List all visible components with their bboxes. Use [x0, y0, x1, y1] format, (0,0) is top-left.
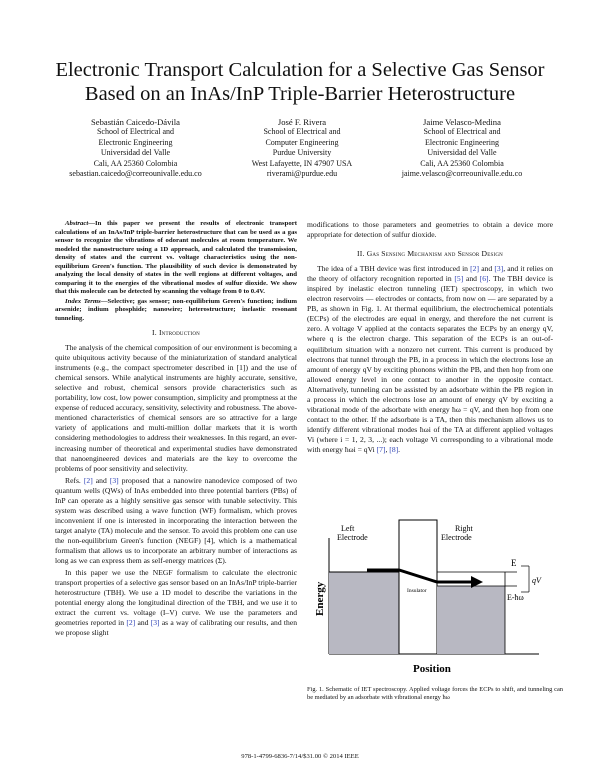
y-axis-label: Energy: [314, 581, 326, 616]
right-electrode-label-2: Electrode: [441, 533, 472, 542]
author-affiliation: Universidad del Valle: [100, 148, 171, 158]
text-run: and: [135, 618, 151, 628]
left-column: [55, 220, 297, 640]
text-run: and: [463, 274, 480, 284]
text-run: Refs.: [65, 475, 84, 485]
energy-E-hw-label: E-ħω: [507, 593, 524, 602]
author-affiliation: Purdue University: [272, 148, 332, 158]
continued-paragraph: modifications to those parameters and geometries to obtain a device more appropriate for detection of sulfur dioxide.: [307, 220, 553, 240]
citation-link[interactable]: [7]: [376, 444, 386, 454]
citation-link[interactable]: [3]: [109, 475, 119, 485]
author-affiliation: School of Electrical and: [96, 127, 175, 137]
figure-1-iet-schematic: [307, 512, 557, 680]
left-electrode-label-1: Left: [341, 524, 355, 533]
index-terms-text: —Selective; gas sensor; non-equilibrium Green's function; indium arsenide; indium phosphide; nanowire; heterostructure; inelastic resonant tunneling.: [55, 297, 297, 322]
left-electrode-label-2: Electrode: [337, 533, 368, 542]
abstract-label: Abstract: [65, 220, 89, 227]
author-address: West Lafayette, IN 47907 USA: [251, 158, 353, 168]
author-email[interactable]: jaime.velasco@correounivalle.edu.co: [401, 169, 523, 179]
abstract-text: —In this paper we present the results of electronic transport calculations of an InAs/InP triple-barrier heterostructure that can be used as a gas sensor to recognize the vibrations of odorant molecules at room temperature. We modeled the nanostructure using a 1D approach, and calculated the transmission, density of states and the current vs. voltage characteristics using the non-equilibrium Green's function. The plausibility of such device is demonstrated by analyzing the local density of states in the well regions at different voltages, and comparing it to the energies of the vibrational modes of sulfur dioxide. We show that this molecule can be detected by scanning the voltage from 0 to 0.4V.: [55, 220, 297, 295]
right-electrode-label-1: Right: [455, 524, 473, 533]
section-heading-mechanism: II. Gas Sensing Mechanism and Sensor Design: [357, 249, 503, 259]
qv-label: qV: [532, 576, 541, 585]
author-address: Cali, AA 25360 Colombia: [420, 158, 504, 168]
citation-link[interactable]: [2]: [83, 475, 93, 485]
section-heading-introduction: I. Introduction: [152, 328, 200, 337]
x-axis-label: Position: [413, 663, 451, 675]
author-affiliation: School of Electrical and: [263, 127, 341, 137]
citation-link[interactable]: [2]: [126, 618, 136, 628]
text-run: and: [92, 475, 110, 485]
title-line-2: Based on an InAs/InP Triple-Barrier Heterostructure: [84, 83, 516, 105]
text-run: as a way of calibrating our results, and then we propose slight: [55, 618, 297, 638]
right-column: [307, 220, 553, 457]
author-name: Sebastián Caicedo-Dávila: [90, 117, 180, 127]
author-1: [48, 117, 223, 179]
text-run: In this paper we use the NEGF formalism to calculate the electronic transport properties of a selective gas sensor based on an InAs/InP triple-barrier heterostructure (TBH). We use a 1D model to describe the variations in the potential energy along the longitudinal direction of the TBH, and we use it to extract the current vs. voltage (I–V) curve. We use the parameters and geometries reported in: [55, 568, 298, 628]
author-3: [372, 117, 552, 179]
author-2: [222, 117, 382, 179]
citation-link[interactable]: [3]: [494, 264, 504, 274]
author-affiliation: Electronic Engineering: [425, 137, 499, 147]
right-electrode-fill: [437, 586, 505, 654]
author-name: Jaime Velasco-Medina: [423, 117, 501, 127]
paper-title: [0, 58, 600, 106]
text-run: and: [479, 264, 495, 274]
intro-paragraph-1: The analysis of the chemical composition of our environment is becoming a quite ubiquitous activity because of the miniaturization of standard analytical instruments (e.g., the compact spectrometer described in [1]) and the use of chemical sensors. While analytical instruments are highly accurate, sensitive, selective and robust, chemical sensors provide characteristics such as portability, low cost, low power consumption, simplicity and promptness at the expense of reduced accuracy, sensitivity, selectivity and robustness. The above-mentioned characteristics of chemical sensors are so attractive for a large variety of applications and multi-million dollar markets that it is worth considering methodologies to address their weaknesses. In this regard, an ever-increasing number of theoretical and experimental studies have demonstrated that nanoengineered devices and materials are the key to overcome the problems of poor sensitivity and selectivity.: [55, 343, 297, 473]
text-run: , and it relies on the theory of olfactory recognition reported in: [307, 264, 553, 284]
intro-paragraph-2: [55, 476, 297, 566]
abstract: [55, 220, 297, 297]
author-email[interactable]: sebastian.caicedo@correounivalle.edu.co: [69, 169, 202, 179]
mechanism-paragraph: [307, 264, 553, 455]
text-run: proposed that a nanowire nanodevice composed of two quantum wells (QWs) of InAs embedded into three potential barriers (PBs) of InP can operate as a highly sensitive gas sensor with tunable selectivity. This system was described using a wave function (WF) formalism, which proves inconvenient if one is interested in incorporating the interaction between the target analyte (TA) molecule and the sensor. To avoid this problem one can use the non-equilibrium Green's function (NEGF) [4], which is a mathematical formalism that allows us to incorporate an arbitrary number of interactions as long as we can express them as self-energy matrices (Σ).: [55, 475, 298, 566]
text-run: . The TBH device is inspired by inelastic electron tunneling (IET) spectroscopy, in which two electron reservoirs — electrodes or contacts, from now on — are separated by a PB, as shown in Fig. 1. At thermal equilibrium, the electrochemical potentials (ECPs) of the electrodes are equal in energy, and therefore the net current is zero. A voltage V applied at the contacts separates the ECPs by an energy qV, where q is the electron charge. This separation of the ECPs is an out-of-equilibrium situation with a nonzero net current. This current is produced by electrons that tunnel through the PB, in a process in which the electrons lose an amount of energy qV by exciting phonons within the PB, and then hop from one allowed energy level in one contact to another in the opposite contact. Alternatively, tunneling can be assisted by an adsorbate within the PB region in a process in which the electrons lose an amount of energy qV by exciting a vibrational mode of the adsorbate with energy ħω = qV, and then hop from one contact to the other. If the adsorbate is a TA, then this mechanism allows us to identify different vibrational modes ħωi of the TA at different applied voltages Vi (where i = 1, 2, 3, ...); each voltage Vi corresponding to a vibrational mode with energy ħωi = qVi: [307, 274, 553, 454]
insulator-label: Insulator: [407, 588, 427, 594]
left-electrode-fill: [329, 572, 399, 654]
author-affiliation: Electronic Engineering: [98, 137, 173, 147]
author-affiliation: Computer Engineering: [265, 137, 339, 147]
index-terms: [55, 298, 297, 324]
author-email[interactable]: riverami@purdue.edu: [266, 169, 338, 179]
citation-link[interactable]: [6]: [479, 274, 489, 284]
text-run: ,: [385, 444, 390, 454]
copyright-footer: 978-1-4799-6836-7/14/$31.00 © 2014 IEEE: [241, 753, 359, 760]
author-affiliation: School of Electrical and: [423, 127, 501, 137]
citation-link[interactable]: [3]: [150, 618, 160, 628]
insulator-barrier: [399, 520, 437, 654]
energy-E-label: E: [511, 558, 517, 568]
citation-link[interactable]: [2]: [470, 264, 480, 274]
text-run: .: [398, 444, 401, 454]
citation-link[interactable]: [8]: [389, 444, 399, 454]
author-affiliation: Universidad del Valle: [427, 148, 497, 158]
citation-link[interactable]: [5]: [454, 274, 464, 284]
index-terms-label: Index Terms: [65, 297, 101, 305]
figure-1-caption: Fig. 1. Schematic of IET spectroscopy. Applied voltage forces the ECPs to shift, and tunneling can be mediated by an adsorbate with vibrational energy ħω: [307, 686, 563, 702]
title-line-1: Electronic Transport Calculation for a Selective Gas Sensor: [55, 59, 545, 81]
text-run: The idea of a TBH device was first introduced in: [317, 264, 471, 274]
author-name: José F. Rivera: [277, 117, 327, 127]
intro-paragraph-3: [55, 568, 297, 638]
author-address: Cali, AA 25360 Colombia: [93, 158, 178, 168]
